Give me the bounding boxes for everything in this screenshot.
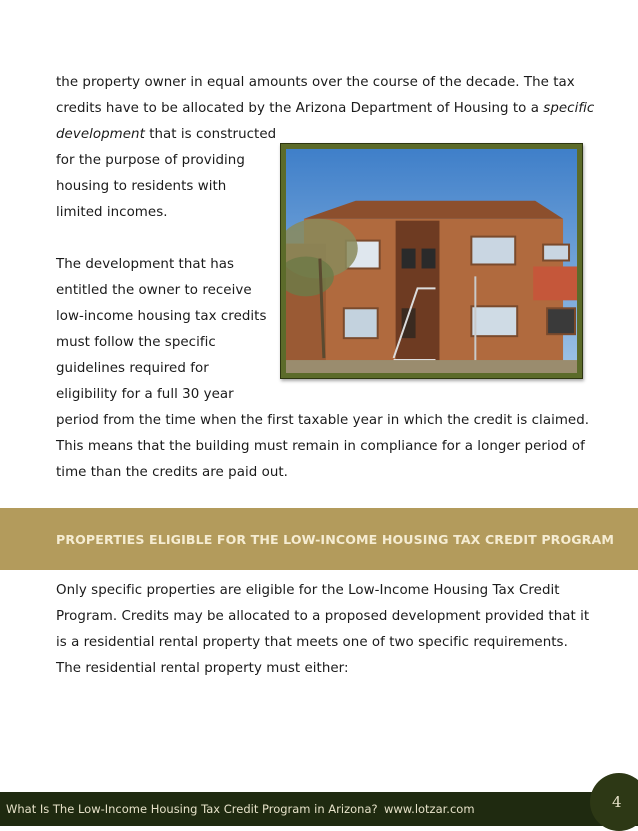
footer-website-link[interactable]: www.lotzar.com (384, 802, 475, 816)
text-line: This means that the building must remain in compliance for a longer period of (56, 439, 585, 454)
text-line: low-income housing tax credits (56, 309, 267, 324)
text-line: Program. Credits may be allocated to a proposed development provided that it (56, 609, 590, 624)
text-line: limited incomes. (56, 205, 168, 220)
body-paragraph-bottom (56, 578, 596, 682)
page-number: 4 (612, 793, 622, 811)
text-line: eligibility for a full 30 year (56, 387, 234, 402)
emphasis-text: development (56, 127, 145, 142)
apartment-building-image (286, 149, 577, 373)
footer-document-title: What Is The Low-Income Housing Tax Credit Program in Arizona? (6, 802, 378, 816)
section-title: PROPERTIES ELIGIBLE FOR THE LOW-INCOME HOUSING TAX CREDIT PROGRAM (56, 532, 614, 547)
text-line: The residential rental property must either: (56, 661, 349, 676)
text-line: guidelines required for (56, 361, 209, 376)
text-run: that is constructed (144, 127, 277, 142)
text-line: Only specific properties are eligible for the Low-Income Housing Tax Credit (56, 583, 560, 598)
text-line: housing to residents with (56, 179, 227, 194)
text-line: for the purpose of providing (56, 153, 245, 168)
text-run: credits have to be allocated by the Arizona Department of Housing to a (56, 101, 544, 116)
page-footer (0, 792, 638, 826)
emphasis-text: specific (543, 101, 595, 116)
text-line: time than the credits are paid out. (56, 465, 288, 480)
text-line: must follow the specific (56, 335, 216, 350)
section-header-bar (0, 508, 638, 570)
text-line: is a residential rental property that meets one of two specific requirements. (56, 635, 568, 650)
text-line: period from the time when the first taxable year in which the credit is claimed. (56, 413, 590, 428)
apartment-photo (280, 143, 583, 379)
text-line: entitled the owner to receive (56, 283, 252, 298)
text-line: The development that has (56, 257, 235, 272)
text-line: the property owner in equal amounts over the course of the decade. The tax (56, 75, 575, 90)
text-line (56, 96, 596, 122)
